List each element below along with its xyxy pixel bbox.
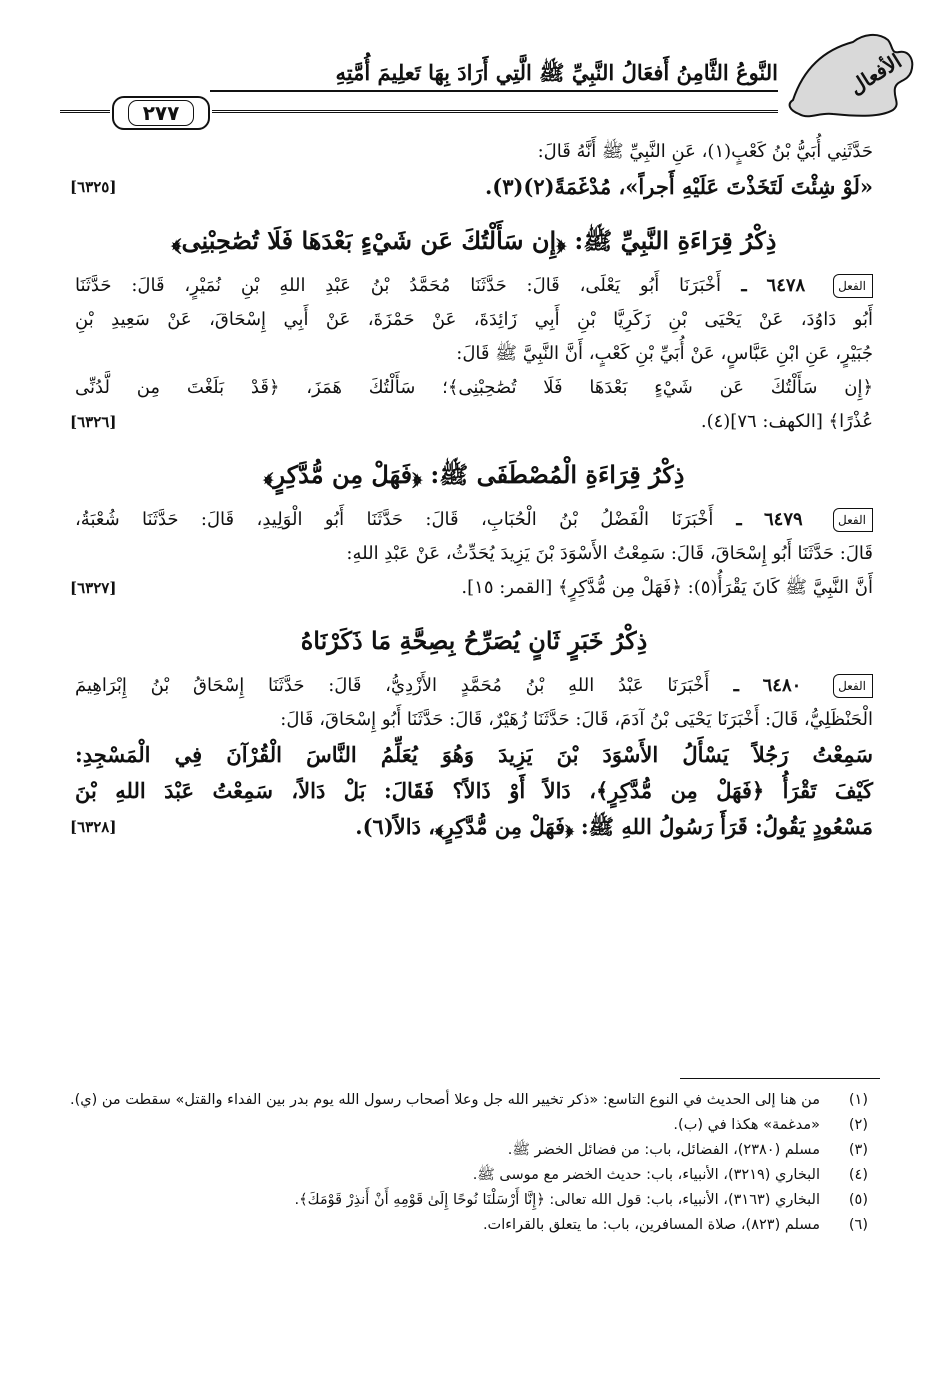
hadith-line: جُبَيْرٍ، عَنِ ابْنِ عَبَّاسٍ، عَنْ أُبَيِّ بْنِ كَعْبٍ، أَنَّ النَّبِيَّ ﷺ قَالَ: [456, 343, 873, 364]
footnote-text: مسلم (٢٣٨٠)، الفضائل، باب: من فضائل الخضر ﷺ. [507, 1142, 820, 1158]
hadith-badge: الفعل [833, 674, 873, 698]
page-number-box [112, 96, 210, 130]
hadith-line: الْحَنْظَلِيُّ، قَالَ: أَخْبَرَنَا يَحْيَى بْنُ آدَمَ، قَالَ: حَدَّثَنَا زُهَيْرٌ، قَالَ: حَدَّثَنَا أَبُو إِسْحَاقَ، قَالَ: [280, 709, 873, 730]
footnote-number: (٣) [848, 1142, 868, 1158]
hadith-line: قَالَ: حَدَّثَنَا أَبُو إِسْحَاقَ، قَالَ: سَمِعْتُ الأَسْوَدَ بْنَ يَزِيدَ يُحَدِّثُ، عَنْ عَبْدِ اللهِ: [346, 543, 873, 564]
hadith-big-line: كَيْفَ تَقْرَأُ ﴿فَهَلْ مِن مُّدَّكِرٍ﴾، دَالاً أَوْ ذَالاً؟ فَقَالَ: بَلْ دَالاً، سَمِعْتُ عَبْدَ اللهِ بْنَ [75, 778, 873, 803]
footnote [70, 1088, 868, 1113]
page-number: ٢٧٧ [128, 100, 195, 126]
footnote-text: من هنا إلى الحديث في النوع التاسع: «ذكر تخيير الله جل وعلا أصحاب رسول الله يوم بدر بين الفداء والقتل» سقطت من (ي). [69, 1092, 820, 1108]
hadith-line: الفعل ٦٤٧٩ ـ أَخْبَرَنَا الْفَضْلُ بْنُ الْحُبَابِ، قَالَ: حَدَّثَنَا أَبُو الْوَلِيدِ، قَالَ: حَدَّثَنَا شُعْبَةُ، [75, 503, 873, 537]
hadith-big-line-last [70, 809, 873, 845]
header-double-rule [212, 110, 778, 113]
footnotes [70, 1088, 868, 1238]
footnote-number: (٤) [848, 1167, 868, 1183]
footnote [70, 1163, 868, 1188]
hadith-line-last [70, 571, 873, 605]
footnote-number: (٢) [848, 1117, 868, 1133]
intro-quote-text: «لَوْ شِئْتَ لَتَخَذْتَ عَلَيْهِ أَجراً»، مُدْغَمَةً(٢)(٣). [484, 174, 873, 199]
section-heading: ذِكْرُ خَبَرٍ ثَانٍ يُصَرِّحُ بِصِحَّةِ مَا ذَكَرْنَاهُ [300, 626, 648, 655]
footnote [70, 1188, 868, 1213]
header-rule [210, 90, 778, 92]
hadith-line-last [70, 405, 873, 439]
hadith-text: أَخْبَرَنَا الْفَضْلُ بْنُ الْحُبَابِ، قَالَ: حَدَّثَنَا أَبُو الْوَلِيدِ، قَالَ: حَدَّثَنَا شُعْبَةُ، [75, 509, 714, 530]
footnote-text: مسلم (٨٢٣)، صلاة المسافرين، باب: ما يتعلق بالقراءات. [482, 1217, 820, 1233]
footnote-separator [680, 1078, 880, 1079]
hadith-number: ٦٤٧٩ [764, 509, 803, 530]
footnote [70, 1113, 868, 1138]
main-text [70, 135, 873, 845]
section-tab-label: الأفعال [845, 48, 907, 100]
hadith-text: أَخْبَرَنَا أَبُو يَعْلَى، قَالَ: حَدَّثَنَا مُحَمَّدُ بْنُ عَبْدِ اللهِ بْنِ نُمَيْرٍ، قَالَ: حَدَّثَنَا [75, 275, 722, 296]
footnote-text: البخاري (٣١٦٣)، الأنبياء، باب: قول الله تعالى: ﴿إِنَّا أَرْسَلْنَا نُوحًا إِلَىٰ قَوْمِهِ أَنْ أَنذِرْ قَوْمَكَ﴾. [294, 1192, 820, 1208]
reference-number: [٦٣٢٥] [70, 178, 117, 196]
header-double-rule-left [60, 110, 110, 113]
hadith-number: ٦٤٨٠ [762, 675, 802, 696]
hadith-badge: الفعل [833, 508, 873, 532]
hadith-line: ﴿إِن سَأَلْتُكَ عَن شَيْءٍ بَعْدَهَا فَلَا تُصَٰحِبْنِى﴾؛ سَأَلْتُكَ هَمَزَ، ﴿قَدْ بَلَغْتَ مِن لَّدُنِّى [75, 377, 873, 398]
hadith-big-line: سَمِعْتُ رَجُلاً يَسْأَلُ الأَسْوَدَ بْنَ يَزِيدَ وَهُوَ يُعَلِّمُ النَّاسَ الْقُرْآنَ فِي الْمَسْجِدِ: [75, 742, 873, 767]
footnote-number: (٥) [848, 1192, 868, 1208]
running-title: النَّوعُ الثَّامِنُ أَفعَالُ النَّبِيِّ ﷺ الَّتِي أَرَادَ بِهَا تَعلِيمَ أُمَّتِهِ [335, 60, 778, 85]
reference-number: [٦٣٢٧] [70, 579, 117, 597]
footnote [70, 1213, 868, 1238]
hadith-badge: الفعل [833, 274, 873, 298]
reference-number: [٦٣٢٦] [70, 413, 117, 431]
footnote-text: «مدغمة» هكذا في (ب). [673, 1117, 820, 1133]
hadith-line: أَبُو دَاوُدَ، عَنْ يَحْيَى بْنِ زَكَرِيَّا بْنِ أَبِي زَائِدَةَ، عَنْ حَمْزَةَ، عَنْ أَبِي إِسْحَاقَ، عَنْ سَعِيدِ بْنِ [75, 309, 873, 330]
hadith-line: الفعل ٦٤٨٠ ـ أَخْبَرَنَا عَبْدُ اللهِ بْنُ مُحَمَّدٍ الأَزْدِيُّ، قَالَ: حَدَّثَنَا إِسْحَاقُ بْنُ إِبْرَاهِيمَ [75, 669, 873, 703]
footnote-number: (٦) [848, 1217, 868, 1233]
hadith-text: أَنَّ النَّبِيَّ ﷺ كَانَ يَقْرَأُ(٥): ﴿فَهَلْ مِن مُّدَّكِرٍ﴾ [القمر: ١٥]. [461, 577, 873, 598]
reference-number: [٦٣٢٨] [70, 818, 117, 836]
footnote-text: البخاري (٣٢١٩)، الأنبياء، باب: حديث الخضر مع موسى ﷺ. [472, 1167, 820, 1183]
hadith-number: ٦٤٧٨ [766, 275, 806, 296]
section-heading: ذِكْرُ قِرَاءَةِ الْمُصْطَفَى ﷺ: ﴿فَهَلْ مِن مُّدَّكِرٍ﴾ [263, 460, 685, 489]
intro-line: حَدَّثَنِي أُبَيُّ بْنُ كَعْبٍ(١)، عَنِ النَّبِيِّ ﷺ أَنَّهُ قَالَ: [537, 141, 873, 162]
hadith-text: عُذْرًا﴾ [الكهف: ٧٦](٤). [700, 411, 873, 432]
hadith-text: أَخْبَرَنَا عَبْدُ اللهِ بْنُ مُحَمَّدٍ الأَزْدِيُّ، قَالَ: حَدَّثَنَا إِسْحَاقُ بْنُ إِبْرَاهِيمَ [75, 675, 710, 696]
hadith-text: مَسْعُودٍ يَقُولُ: قَرَأَ رَسُولُ اللهِ ﷺ: ﴿فَهَلْ مِن مُّدَّكِرٍ﴾، دَالاً(٦). [355, 814, 873, 839]
hadith-line: الفعل ٦٤٧٨ ـ أَخْبَرَنَا أَبُو يَعْلَى، قَالَ: حَدَّثَنَا مُحَمَّدُ بْنُ عَبْدِ اللهِ بْنِ نُمَيْرٍ، قَالَ: حَدَّثَنَا [75, 269, 873, 303]
page-header [60, 30, 918, 125]
section-heading: ذِكْرُ قِرَاءَةِ النَّبِيِّ ﷺ: ﴿إِن سَأَلْتُكَ عَن شَيْءٍ بَعْدَهَا فَلَا تُصَٰحِبْنِى﴾ [171, 226, 777, 255]
intro-quote [70, 169, 873, 205]
footnote-number: (١) [848, 1092, 868, 1108]
footnote [70, 1138, 868, 1163]
